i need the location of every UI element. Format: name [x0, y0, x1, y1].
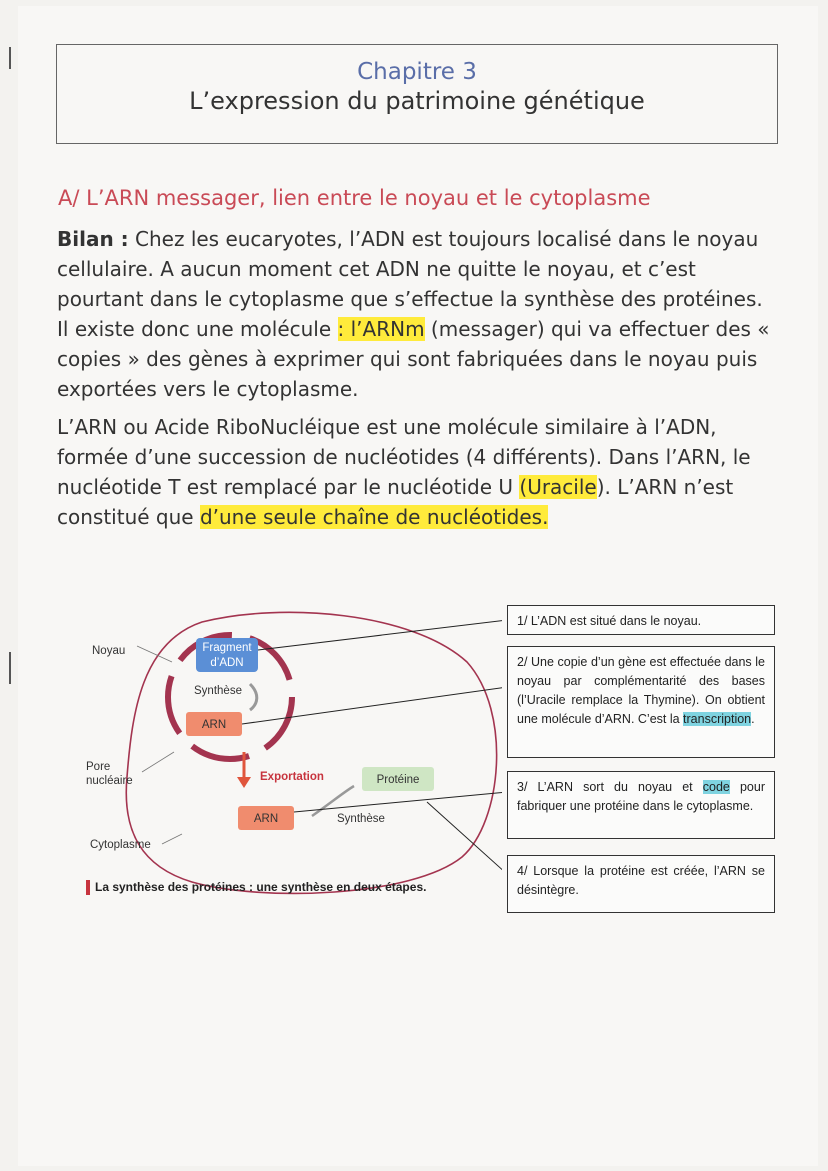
note-text: pour fabriquer une protéine dans le cytoplasme.	[517, 780, 765, 813]
label: Synthèse	[337, 813, 385, 825]
pointer-line	[142, 752, 174, 772]
note-highlight: transcription	[683, 712, 752, 726]
note-highlight: code	[702, 780, 730, 794]
chapter-title: L’expression du patrimoine génétique	[189, 87, 645, 115]
note-1: 1/ L’ADN est situé dans le noyau.	[507, 605, 775, 635]
leader-line-3	[294, 792, 502, 812]
highlight: (Uracile	[519, 475, 597, 499]
caption-text: La synthèse des protéines : une synthèse en deux étapes.	[95, 880, 427, 894]
chapter-title-box	[56, 44, 778, 144]
margin-mark	[9, 652, 11, 684]
text: ). L’ARN n’est constitué que	[57, 475, 734, 529]
label: Fragment	[202, 642, 252, 654]
highlight: d’une seule chaîne de nucléotides.	[199, 505, 549, 529]
diagram-caption	[86, 880, 426, 895]
text: (messager) qui va effectuer des « copies » des gènes à exprimer qui sont fabriquées dans le noyau puis exportées vers le cytoplasme.	[57, 317, 770, 401]
leader-line-4	[427, 802, 502, 874]
text: Chez les eucaryotes, l’ADN est toujours localisé dans le noyau cellulaire. A aucun moment cet ADN ne quitte le noyau, et c’est pourtant dans le cytoplasme que s’effectue la synthèse des protéines. Il existe donc une molécule	[57, 227, 763, 341]
label: Synthèse	[194, 685, 242, 697]
label: Noyau	[92, 645, 126, 657]
label: Pore	[86, 761, 111, 773]
paragraph-arn	[57, 412, 773, 532]
highlight: : l’ARNm	[337, 317, 425, 341]
label: nucléaire	[86, 775, 133, 787]
margin-mark	[9, 47, 11, 69]
bilan-label: Bilan :	[57, 227, 129, 251]
section-heading: A/ L’ARN messager, lien entre le noyau et le cytoplasme	[58, 186, 651, 210]
protein-synthesis-diagram	[82, 602, 502, 902]
note-text: 2/ Une copie d’un gène est effectuée dans le noyau par complémentarité des bases (l’Uracile remplace la Thymine). On obtient une molécule d’ARN. C’est la	[517, 655, 765, 726]
note-2	[507, 646, 775, 758]
note-3	[507, 771, 775, 839]
export-arrowhead	[237, 777, 251, 788]
page	[18, 6, 818, 1166]
synthesis-arrow-2	[312, 786, 354, 816]
label: Protéine	[376, 774, 420, 786]
label: Cytoplasme	[90, 839, 151, 851]
paragraph-bilan	[57, 224, 773, 404]
chapter-number: Chapitre 3	[357, 59, 477, 85]
label: ARN	[253, 813, 279, 825]
label: ARN	[201, 719, 227, 731]
pointer-line	[162, 834, 182, 844]
note-text: .	[751, 712, 755, 726]
note-text: 3/ L’ARN sort du noyau et	[517, 780, 703, 794]
leader-line-1	[258, 620, 502, 650]
label: d’ADN	[210, 657, 244, 669]
synthesis-arrow	[250, 684, 257, 710]
label: Exportation	[260, 771, 324, 783]
caption-bar	[86, 880, 90, 895]
leader-line-2	[242, 687, 502, 724]
note-4: 4/ Lorsque la protéine est créée, l’ARN se désintègre.	[507, 855, 775, 913]
text: L’ARN ou Acide RiboNucléique est une molécule similaire à l’ADN, formée d’une succession de nucléotides (4 différents). Dans l’ARN, le nucléotide T est remplacé par le nucléotide U	[57, 415, 751, 499]
